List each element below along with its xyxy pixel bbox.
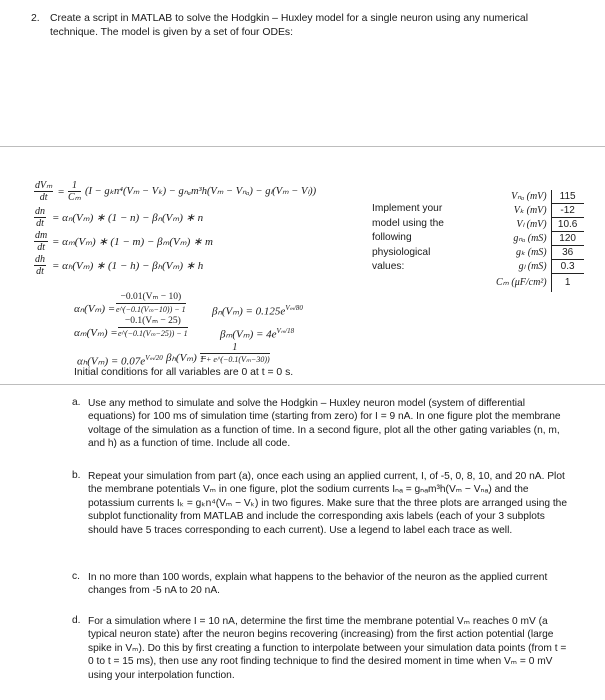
eq3-rhs: = αₘ(Vₘ) ∗ (1 − m) − βₘ(Vₘ) ∗ m: [52, 236, 213, 248]
table-row: gₗ (mS) 0.3: [493, 260, 584, 274]
alpha-m-lhs: αₘ(Vₘ) =: [74, 327, 118, 339]
question-intro-line2: technique. The model is given by a set of four ODEs:: [50, 27, 293, 38]
eq3-lhs-fraction: $\frac{dm}{dt}$: [35, 230, 48, 253]
eq1-coef-fraction: $\frac{1}{\text{Cₘ}}$: [68, 180, 81, 203]
part-d-text: For a simulation where I = 10 nA, determine the first time the membrane potential Vₘ reaches 0 mV (a typical neuron state) after the neuron begins recovering (increasing) from the first action potential (large spike in Vₘ). Do this by first creating a function to interpolate between your simulation data points (from t = 0 to t = 15 ms), then use any root finding technique to find the desired moment in time when Vₘ = 0 mV using your interpolation function.: [88, 616, 567, 681]
implement-note-line: physiological: [372, 246, 431, 258]
beta-m: $\beta_m(V_m) = 4e^{V_m/18}$: [220, 327, 295, 341]
alpha-n-fraction: −0.01(Vₘ − 10) e^(−0.1(Vₘ−10)) − 1: [116, 292, 186, 314]
eq1-lhs-fraction: dVₘ dt: [35, 180, 53, 203]
part-d-label: d.: [72, 615, 81, 626]
implement-note-line: values:: [372, 261, 405, 273]
table-row: Vₗ (mV) 10.6: [493, 218, 584, 232]
beta-h-fraction: 1 1 + e^(−0.1(Vₘ−30)): [200, 342, 270, 364]
eq4-rhs: = αₕ(Vₘ) ∗ (1 − h) − βₕ(Vₘ) ∗ h: [52, 260, 204, 272]
question-intro-line1: Create a script in MATLAB to solve the Hodgkin – Huxley model for a single neuron using any numerical: [50, 13, 529, 24]
eq1-rhs: (I − gₖn⁴(Vₘ − Vₖ) − gₙₐm³h(Vₘ − Vₙₐ) − gₗ(Vₘ − Vₗ)): [85, 186, 317, 197]
part-c-text: In no more than 100 words, explain what happens to the behavior of the neuron as the applied current changes from -5 nA to 20 nA.: [88, 572, 548, 597]
part-a-label: a.: [72, 397, 81, 408]
eq4-lhs-fraction: $\frac{dh}{dt}$: [35, 254, 45, 277]
top-divider: [0, 146, 605, 147]
implement-note-line: model using the: [372, 217, 444, 229]
table-row: Vₖ (mV) -12: [493, 204, 584, 218]
implement-note: [372, 202, 444, 275]
eq2-lhs-fraction: $\frac{dn}{dt}$: [35, 206, 45, 229]
middle-divider: [0, 384, 605, 385]
part-a-text: Use any method to simulate and solve the Hodgkin – Huxley neuron model (system of differential equations) for 100 ms of simulation time (starting from zero) for I = 9 nA. In one figure plot the membrane voltage of the simulation as a function of time. In a second figure, plot all the other gating variables (n, m, and h) as a function of time. Include all code.: [88, 398, 561, 450]
table-row: gₖ (mS) 36: [493, 246, 584, 260]
part-b-label: b.: [72, 470, 81, 481]
alpha-m-fraction: −0.1(Vₘ − 25) e^(−0.1(Vₘ−25)) − 1: [118, 316, 188, 338]
table-row: gₙₐ (mS) 120: [493, 232, 584, 246]
table-row: Vₙₐ (mV) 115: [493, 190, 584, 204]
question-number: 2.: [31, 13, 40, 24]
table-row: Cₘ (μF/cm²) 1: [493, 274, 584, 292]
implement-note-line: Implement your: [372, 203, 443, 214]
part-c-label: c.: [72, 571, 80, 582]
implement-note-line: following: [372, 232, 412, 244]
parameter-table: [493, 190, 584, 292]
beta-n: $\beta_n(V_m) = 0.125e^{V_m/80}$: [212, 304, 303, 318]
eq2-rhs: = αₙ(Vₘ) ∗ (1 − n) − βₙ(Vₘ) ∗ n: [52, 212, 204, 224]
initial-conditions: Initial conditions for all variables are 0 at t = 0 s.: [74, 367, 294, 378]
part-b-text: Repeat your simulation from part (a), once each using an applied current, I, of -5, 0, 8, 10, and 20 nA. Plot the membrane potentials Vₘ in one figure, plot the sodium currents Iₙₐ = gₙₐm³h(Vₘ − Vₙₐ) and the potassium currents Iₖ = gₖn⁴(Vₘ − Vₖ) in two figures. Make sure that the three plots are arranged using the subplot functionality from MATLAB and include the corresponding axis labels (each of your 3 subplots should have 5 traces corresponding to each current). Use a legend to label each trace as well.: [88, 471, 568, 536]
beta-h-lhs: βₕ(Vₘ) =: [166, 352, 207, 364]
alpha-n-lhs: αₙ(Vₘ) =: [74, 303, 116, 315]
alpha-h: $\alpha_h(V_m) = 0.07e^{V_m/20}$: [77, 354, 163, 368]
